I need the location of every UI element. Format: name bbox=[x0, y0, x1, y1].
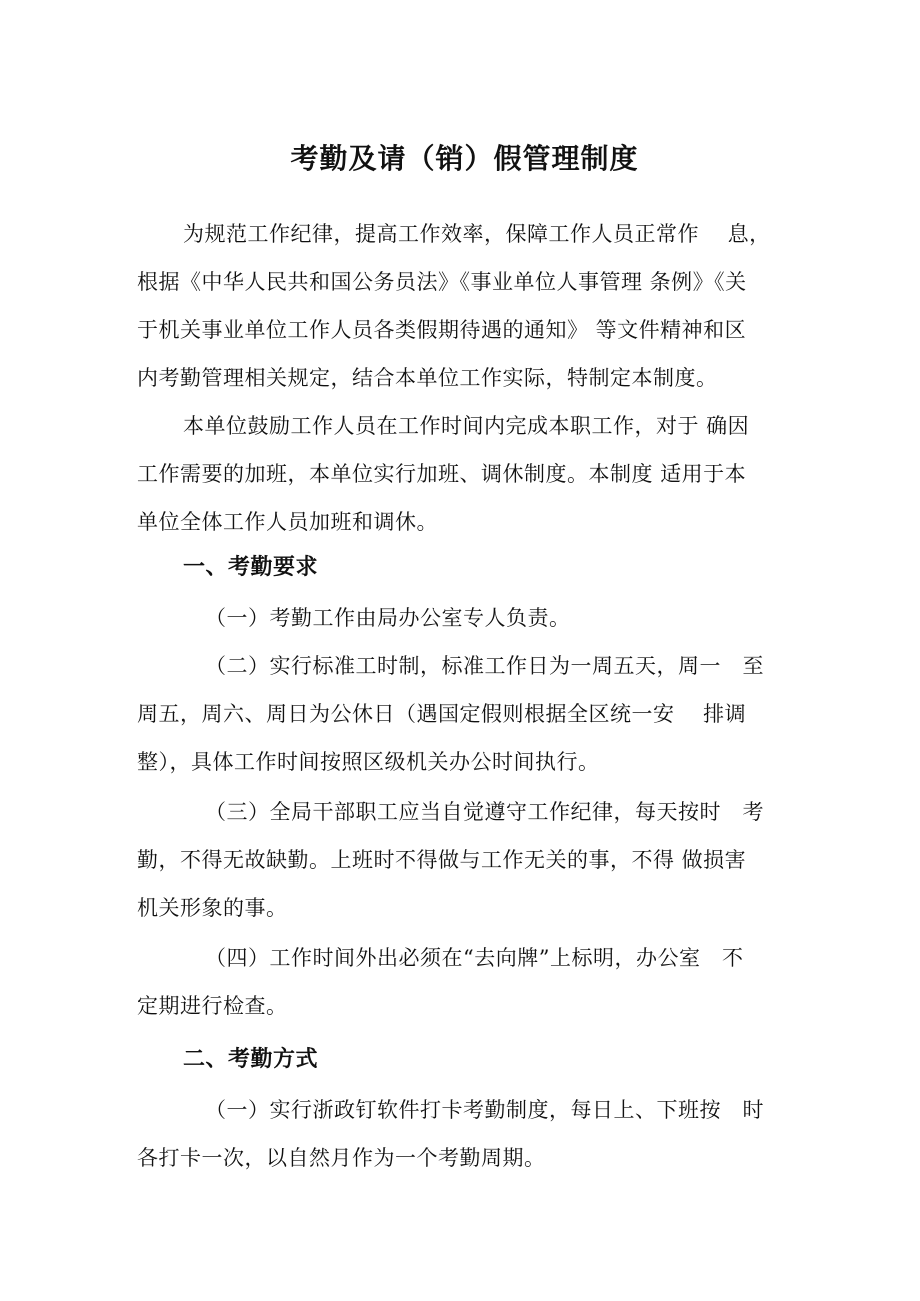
paragraph-line: （一）实行浙政钉软件打卡考勤制度，每日上、下班按 时 bbox=[205, 1098, 764, 1122]
paragraph-line: 单位全体工作人员加班和调休。 bbox=[137, 510, 438, 534]
section1-item-2 bbox=[137, 642, 792, 786]
paragraph-line: （三）全局干部职工应当自觉遵守工作纪律，每天按时 考 bbox=[205, 800, 764, 824]
paragraph-line: 本单位鼓励工作人员在工作时间内完成本职工作，对于 确因 bbox=[183, 414, 750, 438]
section1-item-3 bbox=[137, 788, 792, 932]
section-heading-attendance-methods: 二、考勤方式 bbox=[183, 1047, 319, 1072]
paragraph-line: （二）实行标准工时制，标准工作日为一周五天，周一 至 bbox=[205, 654, 764, 678]
paragraph-line: 根据《中华人民共和国公务员法》《事业单位人事管理 条例》《关 bbox=[137, 270, 747, 294]
section1-item-1 bbox=[137, 594, 792, 642]
paragraph-line: 定期进行检查。 bbox=[137, 994, 288, 1018]
paragraph-line: 工作需要的加班，本单位实行加班、调休制度。本制度 适用于本 bbox=[137, 462, 747, 486]
intro-paragraph-2 bbox=[137, 402, 792, 546]
section-heading-attendance-requirements: 一、考勤要求 bbox=[183, 555, 319, 580]
section2-item-1 bbox=[137, 1086, 792, 1182]
paragraph-line: （一）考勤工作由局办公室专人负责。 bbox=[205, 606, 571, 630]
paragraph-line: 内考勤管理相关规定，结合本单位工作实际，特制定本制度。 bbox=[137, 366, 718, 390]
paragraph-line: 周五，周六、周日为公休日（遇国定假则根据全区统一安 排调 bbox=[137, 702, 747, 726]
paragraph-line: 为规范工作纪律，提高工作效率，保障工作人员正常作 息， bbox=[183, 222, 771, 246]
paragraph-line: 机关形象的事。 bbox=[137, 896, 288, 920]
paragraph-line: 勤，不得无故缺勤。上班时不得做与工作无关的事，不得 做损害 bbox=[137, 848, 747, 872]
paragraph-line: 于机关事业单位工作人员各类假期待遇的通知》 等文件精神和区 bbox=[137, 318, 747, 342]
section1-item-4 bbox=[137, 934, 792, 1030]
paragraph-line: 整），具体工作时间按照区级机关办公时间执行。 bbox=[137, 750, 600, 774]
intro-paragraph-1 bbox=[137, 210, 792, 402]
document-title: 考勤及请（销）假管理制度 bbox=[290, 142, 639, 175]
paragraph-line: 各打卡一次，以自然月作为一个考勤周期。 bbox=[137, 1146, 546, 1170]
paragraph-line: （四）工作时间外出必须在“去向牌”上标明，办公室 不 bbox=[205, 946, 744, 970]
